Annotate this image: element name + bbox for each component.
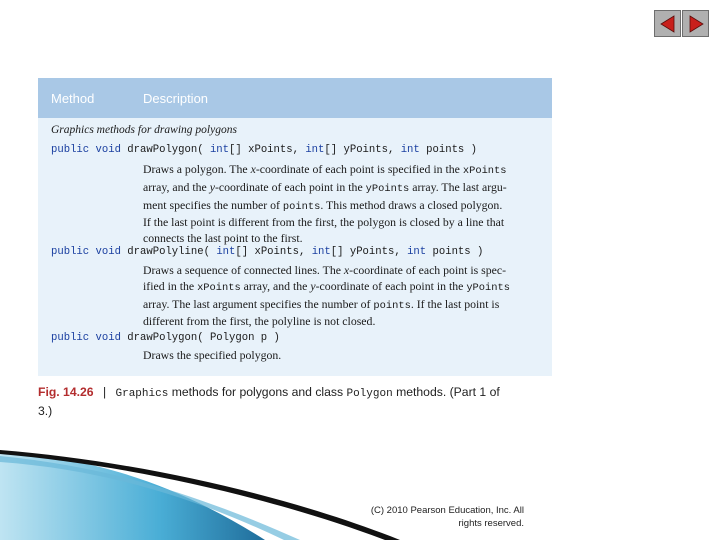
figure-caption: [38, 384, 508, 420]
code-token: [] yPoints,: [330, 246, 408, 258]
description-text: -coordinate of each point in the: [315, 278, 467, 293]
inline-code: points: [282, 200, 321, 213]
description-text: x: [343, 263, 350, 277]
description-line: [143, 215, 543, 231]
slide-navigation: [654, 10, 709, 37]
description-line: [143, 314, 543, 330]
description-text: -coordinate of each point is spec-: [349, 263, 507, 277]
description-text: y: [209, 179, 215, 194]
description-line: [143, 297, 543, 315]
section-title: Graphics methods for drawing polygons: [51, 124, 237, 136]
description-text: Draws a sequence of connected lines. The: [143, 263, 344, 277]
code-token: drawPolygon(: [127, 144, 210, 156]
description-text: . If the last point is: [410, 296, 500, 311]
keyword-token: int: [407, 246, 427, 258]
caption-code: Graphics: [115, 388, 169, 400]
description-text: array, and the: [143, 179, 210, 194]
description-line: [143, 263, 543, 279]
description-text: -coordinate of each point in the: [214, 179, 366, 194]
next-slide-button[interactable]: [682, 10, 709, 37]
description-text: different from the first, the polyline is not closed.: [143, 314, 376, 329]
caption-segment: methods for polygons and class: [168, 385, 347, 399]
code-token: drawPolyline(: [127, 246, 217, 258]
code-token: drawPolygon( Polygon p ): [127, 332, 280, 344]
inline-code: points: [373, 299, 411, 312]
keyword-token: public void: [51, 332, 128, 344]
keyword-token: public void: [51, 144, 128, 156]
keyword-token: int: [311, 246, 331, 258]
description-text: ified in the: [143, 278, 198, 293]
caption-text: [38, 385, 500, 418]
method-signature-drawpolyline: [51, 246, 483, 258]
inline-code: xPoints: [197, 281, 241, 294]
copyright-footer: [340, 504, 524, 530]
description-text: array. The last argu-: [409, 179, 507, 194]
code-token: points ): [426, 246, 484, 258]
description-text: y: [310, 278, 316, 293]
column-header-method: Method: [51, 91, 95, 106]
table-header: [38, 78, 552, 118]
figure-number: Fig. 14.26: [38, 385, 94, 399]
code-token: [] xPoints,: [229, 144, 306, 156]
triangle-left-icon: [658, 14, 678, 34]
description-line: [143, 348, 543, 364]
method-description-drawpolygon-polygon: [143, 348, 543, 364]
caption-separator: |: [102, 385, 107, 399]
keyword-token: public void: [51, 246, 128, 258]
code-token: [] yPoints,: [324, 144, 401, 156]
description-text: Draws a polygon. The: [143, 162, 251, 176]
description-text: array. The last argument specifies the number of: [143, 296, 374, 311]
method-description-drawpolyline: [143, 263, 543, 330]
code-token: [] xPoints,: [235, 246, 312, 258]
method-description-drawpolygon-arrays: [143, 162, 543, 247]
caption-code: Polygon: [346, 388, 393, 400]
description-text: x: [250, 162, 256, 176]
method-signature-drawpolygon-polygon: [51, 332, 280, 344]
description-text: . This method draws a closed polygon.: [320, 197, 503, 212]
inline-code: xPoints: [462, 165, 507, 177]
description-text: connects the last point to the first.: [143, 231, 303, 246]
description-line: [143, 162, 543, 180]
keyword-token: int: [305, 144, 325, 156]
description-text: ment specifies the number of: [143, 197, 283, 212]
description-text: Draws the specified polygon.: [143, 348, 282, 362]
description-line: [143, 279, 543, 297]
previous-slide-button[interactable]: [654, 10, 681, 37]
description-text: -coordinate of each point is specified in the: [255, 162, 463, 176]
description-line: [143, 180, 543, 198]
column-header-description: Description: [143, 91, 209, 106]
keyword-token: int: [216, 246, 236, 258]
keyword-token: int: [209, 144, 230, 156]
methods-table: [38, 78, 552, 376]
copyright-line-1: (C) 2010 Pearson Education, Inc. All: [370, 505, 524, 516]
description-line: [143, 231, 543, 247]
method-signature-drawpolygon-arrays: [51, 144, 477, 156]
code-token: points ): [419, 144, 477, 156]
triangle-right-icon: [686, 14, 706, 34]
inline-code: yPoints: [466, 281, 510, 294]
description-text: array, and the: [240, 278, 311, 293]
copyright-line-2: rights reserved.: [458, 518, 524, 529]
inline-code: yPoints: [365, 182, 410, 195]
caption-segment: methods. (Part 1 of 3.): [38, 385, 500, 418]
description-line: [143, 198, 543, 216]
description-text: If the last point is different from the first, the polygon is closed by a line that: [143, 215, 505, 230]
keyword-token: int: [400, 144, 420, 156]
